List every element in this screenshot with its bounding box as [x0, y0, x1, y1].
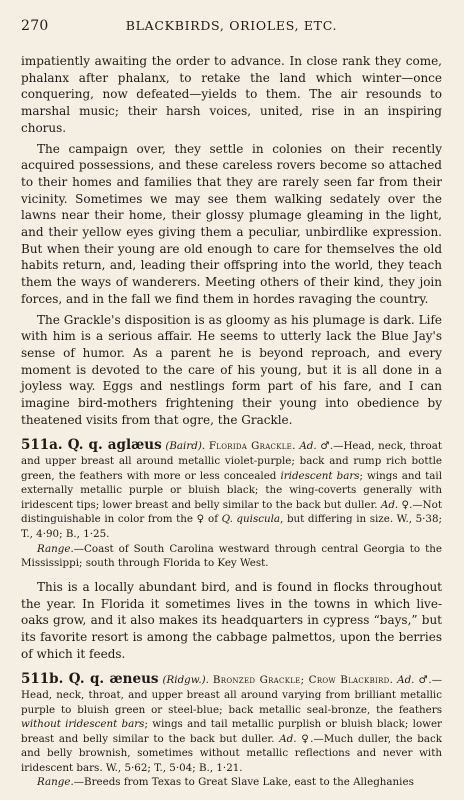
paragraph-511a-note: This is a locally abundant bird, and is found in flocks throughout the year. In Florida it sometimes lives in the towns in which live-oaks grow, and it also makes its headquarters in cypress “bays,” but its favorite resort is among the cabbage palmettos, upon the berries of which it feeds. — [21, 579, 442, 661]
entry-description: —Head, neck, throat and upper breast all around metallic violet-purple; back and rump rich bottle green, the feathers with more or less concealed — [21, 440, 442, 482]
page-number: 270 — [21, 18, 49, 34]
range-label: Range. — [37, 776, 74, 789]
entry-measurements: , but differing in size. W., 5·38; T., 4·90; B., 1·25. — [21, 513, 443, 541]
adult-female-label: Ad. ♀. — [279, 732, 314, 745]
entry-description: —Not distinguishable in color from the ♀ of — [21, 498, 443, 526]
paragraph-campaign: The campaign over, they settle in colonies on their recently acquired possessions, and these careless rovers become so attached to their homes and families that they are rarely seen far from their vicinity. Sometimes we may see them walking sedately over the lawns near their home, their glossy plumage gleaming in the light, and their yellow eyes giving them a peculiar, unbirdlike expression. But when their young are old enough to care for themselves the old habits return, and, leading their offspring into the world, they teach them the ways of wanderers. Meeting others of their kind, they join forces, and in the fall we find them in hordes ravaging the country. — [21, 141, 442, 306]
range-511a — [21, 542, 442, 571]
adult-male-label: Ad. ♂. — [397, 674, 432, 687]
species-entry-511b — [21, 672, 442, 775]
entry-description-italic: without iridescent bars — [21, 718, 145, 731]
species-name: Q. quiscula — [221, 513, 281, 526]
entry-description: ; wings and tail metallic purplish or bluish black; lower breast and belly similar to the back but duller. — [21, 718, 442, 745]
entry-common-name: Florida Grackle. — [208, 440, 296, 453]
page-header — [21, 18, 442, 40]
paragraph-disposition: The Grackle's disposition is as gloomy as his plumage is dark. Life with him is a serious affair. He seems to utterly lack the Blue Jay's sense of humor. As a parent he is beyond reproach, and every moment is devoted to the care of his young, but it is all done in a joyless way. Eggs and nestlings form part of his fare, and I can imagine bird-mothers frightening their young into obedience by theatened visits from that ogre, the Grackle. — [21, 312, 442, 427]
entry-authority: (Ridgw.). — [162, 674, 209, 687]
range-511b — [21, 775, 442, 790]
range-text: —Breeds from Texas to Great Slave Lake, east to the Alleghanies — [73, 776, 414, 789]
range-text: —Coast of South Carolina westward through central Georgia to the Mississippi; south through Florida to Key West. — [21, 542, 442, 570]
entry-number: 511a. Q. q. aglæus — [21, 437, 162, 454]
range-label: Range. — [37, 542, 74, 555]
entry-number: 511b. Q. q. æneus — [21, 671, 159, 688]
paragraph-continuation: impatiently awaiting the order to advance. In close rank they come, phalanx after phalanx, to retake the land which winter—once conquering, now defeated—yields to them. The air resounds to marshal music; their harsh voices, united, rise in an inspiring chorus. — [21, 54, 442, 135]
entry-common-name: Bronzed Grackle; Crow Blackbird. — [212, 674, 394, 687]
entry-description-italic: iridescent bars — [280, 469, 360, 482]
entry-authority: (Baird). — [165, 440, 206, 453]
running-head: BLACKBIRDS, ORIOLES, ETC. — [125, 18, 338, 33]
page-body — [21, 53, 442, 790]
adult-male-label: Ad. ♂. — [299, 440, 334, 453]
species-entry-511a — [21, 438, 442, 541]
entry-description: —Much duller, the back and belly brownish, sometimes without metallic reflections and never with iridescent bars. W., 5·62; T., 5·04; B., 1·21. — [21, 732, 442, 774]
entry-description: —Head, neck, throat, and upper breast all around varying from brilliant metallic purple to bluish green or steel-blue; back metallic seal-bronze, the feathers — [21, 674, 442, 716]
entry-description: ; wings and tail externally metallic purple or bluish black; the wing-coverts generally with iridescent tips; lower breast and belly similar to the back but duller. — [21, 469, 442, 511]
adult-female-label: Ad. ♀. — [380, 498, 413, 511]
